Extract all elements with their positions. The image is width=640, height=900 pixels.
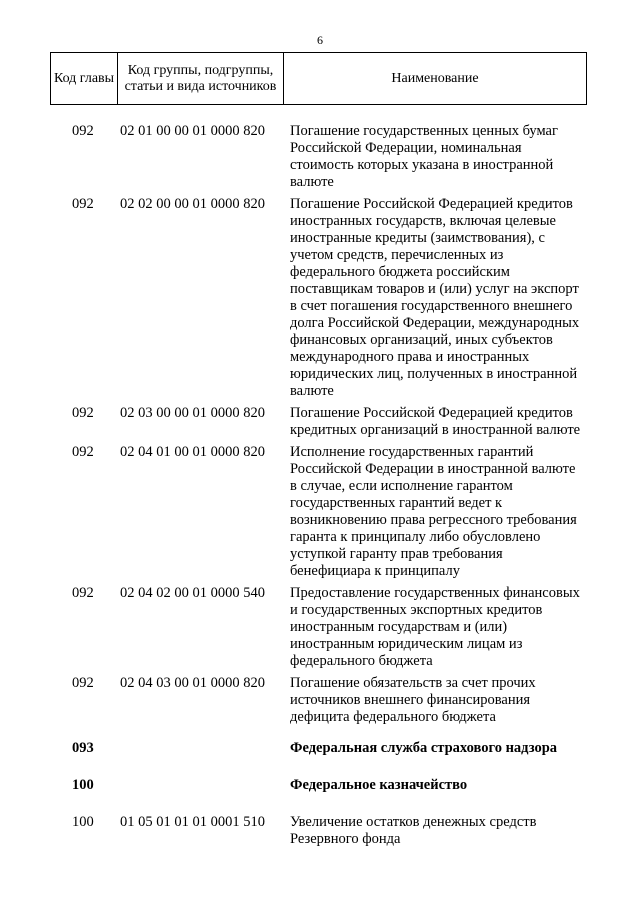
chapter-code: 092 [72, 585, 94, 601]
chapter-code: 092 [72, 675, 94, 691]
row-name: Погашение Российской Федерацией кредитов иностранных государств, включая целевые иностранные кредиты (заимствования), с учетом средств, перечисленных из федерального бюджета российским поставщикам товаров и (или) услуг на экспорт в счет погашения государственного внешнего долга Российской Федерации, международных финансовых организаций, иных субъектов международного права и иностранных юридических лиц, полученных в иностранной валюте [290, 196, 580, 399]
table-row [50, 814, 585, 848]
table-row [50, 123, 585, 191]
group-code: 02 04 01 00 01 0000 820 [120, 444, 265, 460]
table-row [50, 405, 585, 439]
group-code: 02 02 00 00 01 0000 820 [120, 196, 265, 212]
row-name: Исполнение государственных гарантий Российской Федерации в иностранной валюте в случае, если исполнение гарантом государственных гарантий ведет к возникновению права регрессного требования гаранта к принципалу либо обусловлено уступкой гаранту прав требования бенефициара к принципалу [290, 444, 577, 579]
section-title: Федеральная служба страхового надзора [290, 740, 558, 756]
row-name: Погашение обязательств за счет прочих источников внешнего финансирования дефицита федерального бюджета [290, 675, 536, 725]
chapter-code: 100 [72, 814, 94, 830]
row-name: Увеличение остатков денежных средств Резервного фонда [290, 814, 537, 847]
section-row [50, 777, 585, 794]
table-row [50, 675, 585, 726]
table-row [50, 444, 585, 580]
table-row [50, 585, 585, 670]
group-code: 02 04 02 00 01 0000 540 [120, 585, 265, 601]
table-header [50, 52, 587, 105]
group-code: 02 01 00 00 01 0000 820 [120, 123, 265, 139]
chapter-code: 092 [72, 405, 94, 421]
chapter-code: 093 [72, 740, 94, 756]
header-name: Наименование [391, 70, 479, 86]
group-code: 02 03 00 00 01 0000 820 [120, 405, 265, 421]
section-row [50, 740, 585, 757]
group-code: 01 05 01 01 01 0001 510 [120, 814, 265, 830]
page-number: 6 [317, 33, 323, 47]
chapter-code: 092 [72, 444, 94, 460]
header-group-code: Код группы, подгруппы, статьи и вида источников [118, 53, 284, 104]
group-code [120, 777, 290, 794]
row-name: Погашение Российской Федерацией кредитов кредитных организаций в иностранной валюте [290, 405, 581, 438]
chapter-code: 092 [72, 123, 94, 139]
chapter-code: 092 [72, 196, 94, 212]
group-code: 02 04 03 00 01 0000 820 [120, 675, 265, 691]
table-body [50, 123, 585, 848]
group-code [120, 740, 290, 757]
row-name: Предоставление государственных финансовых и государственных экспортных кредитов иностранным государствам и (или) иностранным юридическим лицам из федерального бюджета [290, 585, 580, 669]
section-title: Федеральное казначейство [290, 777, 468, 793]
row-name: Погашение государственных ценных бумаг Российской Федерации, номинальная стоимость которых указана в иностранной валюте [290, 123, 558, 190]
chapter-code: 100 [72, 777, 94, 793]
header-chapter-code: Код главы [51, 53, 118, 104]
table-row [50, 196, 585, 400]
